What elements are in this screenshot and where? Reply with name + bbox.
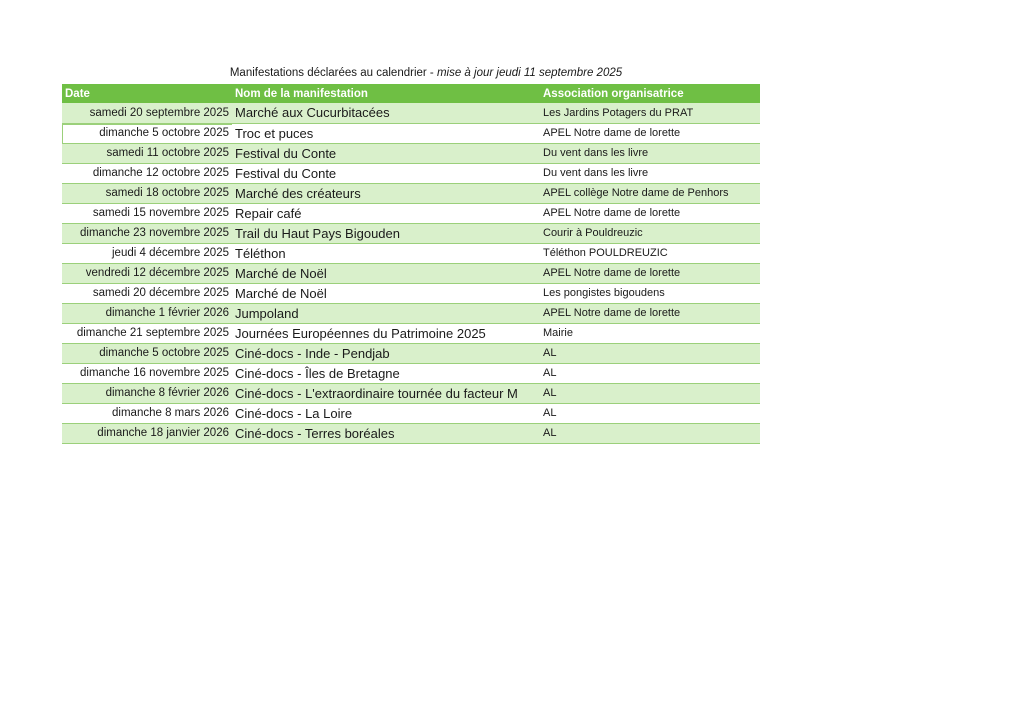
- header-date: Date: [65, 87, 90, 100]
- header-association: Association organisatrice: [543, 87, 684, 100]
- event-association: Téléthon POULDREUZIC: [543, 247, 668, 259]
- title-update-date: mise à jour jeudi 11 septembre 2025: [436, 67, 623, 79]
- table-row: [62, 323, 760, 343]
- event-date: samedi 20 décembre 2025: [92, 287, 229, 299]
- event-date: samedi 11 octobre 2025: [106, 147, 229, 159]
- event-association: AL: [543, 427, 557, 439]
- event-association: APEL Notre dame de lorette: [543, 307, 681, 319]
- event-name: Ciné-docs - Îles de Bretagne: [235, 365, 400, 381]
- event-association: APEL Notre dame de lorette: [543, 127, 681, 139]
- table-header: [62, 84, 760, 103]
- event-association: Les pongistes bigoudens: [543, 287, 665, 299]
- event-name: Marché de Noël: [235, 265, 327, 281]
- event-name: Trail du Haut Pays Bigouden: [235, 225, 401, 241]
- event-association: Du vent dans les livre: [543, 167, 649, 179]
- table-row: [62, 103, 760, 123]
- table-row: [62, 363, 760, 383]
- event-date: vendredi 12 décembre 2025: [85, 267, 229, 279]
- event-name: Jumpoland: [235, 305, 299, 321]
- events-calendar-table: [62, 84, 760, 444]
- table-row: [62, 123, 760, 143]
- event-association: Courir à Pouldreuzic: [543, 227, 643, 239]
- event-name: Marché de Noël: [235, 285, 327, 301]
- event-name: Troc et puces: [235, 125, 314, 141]
- event-name: Ciné-docs - L'extraordinaire tournée du facteur M: [235, 385, 518, 401]
- event-association: APEL collège Notre dame de Penhors: [543, 187, 729, 199]
- event-date: dimanche 1 février 2026: [105, 307, 229, 319]
- title-main: Manifestations déclarées au calendrier -: [229, 67, 437, 79]
- event-date: samedi 15 novembre 2025: [92, 207, 229, 219]
- event-date: dimanche 16 novembre 2025: [80, 367, 229, 379]
- event-name: Ciné-docs - La Loire: [235, 405, 353, 421]
- event-association: Mairie: [543, 327, 573, 339]
- header-row: [62, 84, 760, 103]
- table-row: [62, 183, 760, 203]
- table-row: [62, 403, 760, 423]
- table-row: [62, 143, 760, 163]
- header-event-name: Nom de la manifestation: [235, 87, 368, 100]
- event-date: jeudi 4 décembre 2025: [112, 247, 229, 259]
- table-row: [62, 283, 760, 303]
- event-association: Du vent dans les livre: [543, 147, 649, 159]
- event-association: AL: [543, 407, 557, 419]
- event-association: APEL Notre dame de lorette: [543, 267, 681, 279]
- event-association: AL: [543, 387, 557, 399]
- event-date: dimanche 5 octobre 2025: [99, 347, 229, 359]
- table-body: [62, 103, 760, 443]
- table-row: [62, 223, 760, 243]
- event-association: Les Jardins Potagers du PRAT: [543, 106, 694, 119]
- event-name: Festival du Conte: [235, 145, 337, 161]
- event-name: Festival du Conte: [235, 165, 337, 181]
- table-row: [62, 163, 760, 183]
- event-name: Ciné-docs - Terres boréales: [235, 425, 395, 441]
- table-row: [62, 383, 760, 403]
- event-name: Marché aux Cucurbitacées: [235, 105, 390, 121]
- event-date: dimanche 8 février 2026: [105, 387, 229, 399]
- event-association: AL: [543, 367, 557, 379]
- event-date: dimanche 8 mars 2026: [112, 407, 229, 419]
- event-name: Repair café: [235, 205, 302, 221]
- table-row: [62, 203, 760, 223]
- event-date: samedi 18 octobre 2025: [105, 187, 229, 199]
- event-date: dimanche 18 janvier 2026: [97, 427, 229, 439]
- event-association: AL: [543, 347, 557, 359]
- event-name: Téléthon: [235, 245, 286, 261]
- event-date: dimanche 23 novembre 2025: [80, 227, 229, 239]
- event-date[interactable]: dimanche 5 octobre 2025: [62, 123, 232, 143]
- event-association: APEL Notre dame de lorette: [543, 207, 681, 219]
- table-row: [62, 263, 760, 283]
- table-row: [62, 243, 760, 263]
- table-row: [62, 343, 760, 363]
- event-date: dimanche 21 septembre 2025: [76, 327, 229, 339]
- table-row: [62, 303, 760, 323]
- event-date: samedi 20 septembre 2025: [89, 106, 229, 119]
- event-name: Marché des créateurs: [235, 185, 361, 201]
- table-row: [62, 423, 760, 443]
- event-name: Ciné-docs - Inde - Pendjab: [235, 345, 390, 361]
- page-title: [62, 67, 760, 79]
- event-name: Journées Européennes du Patrimoine 2025: [235, 325, 486, 341]
- event-date: dimanche 12 octobre 2025: [92, 167, 229, 179]
